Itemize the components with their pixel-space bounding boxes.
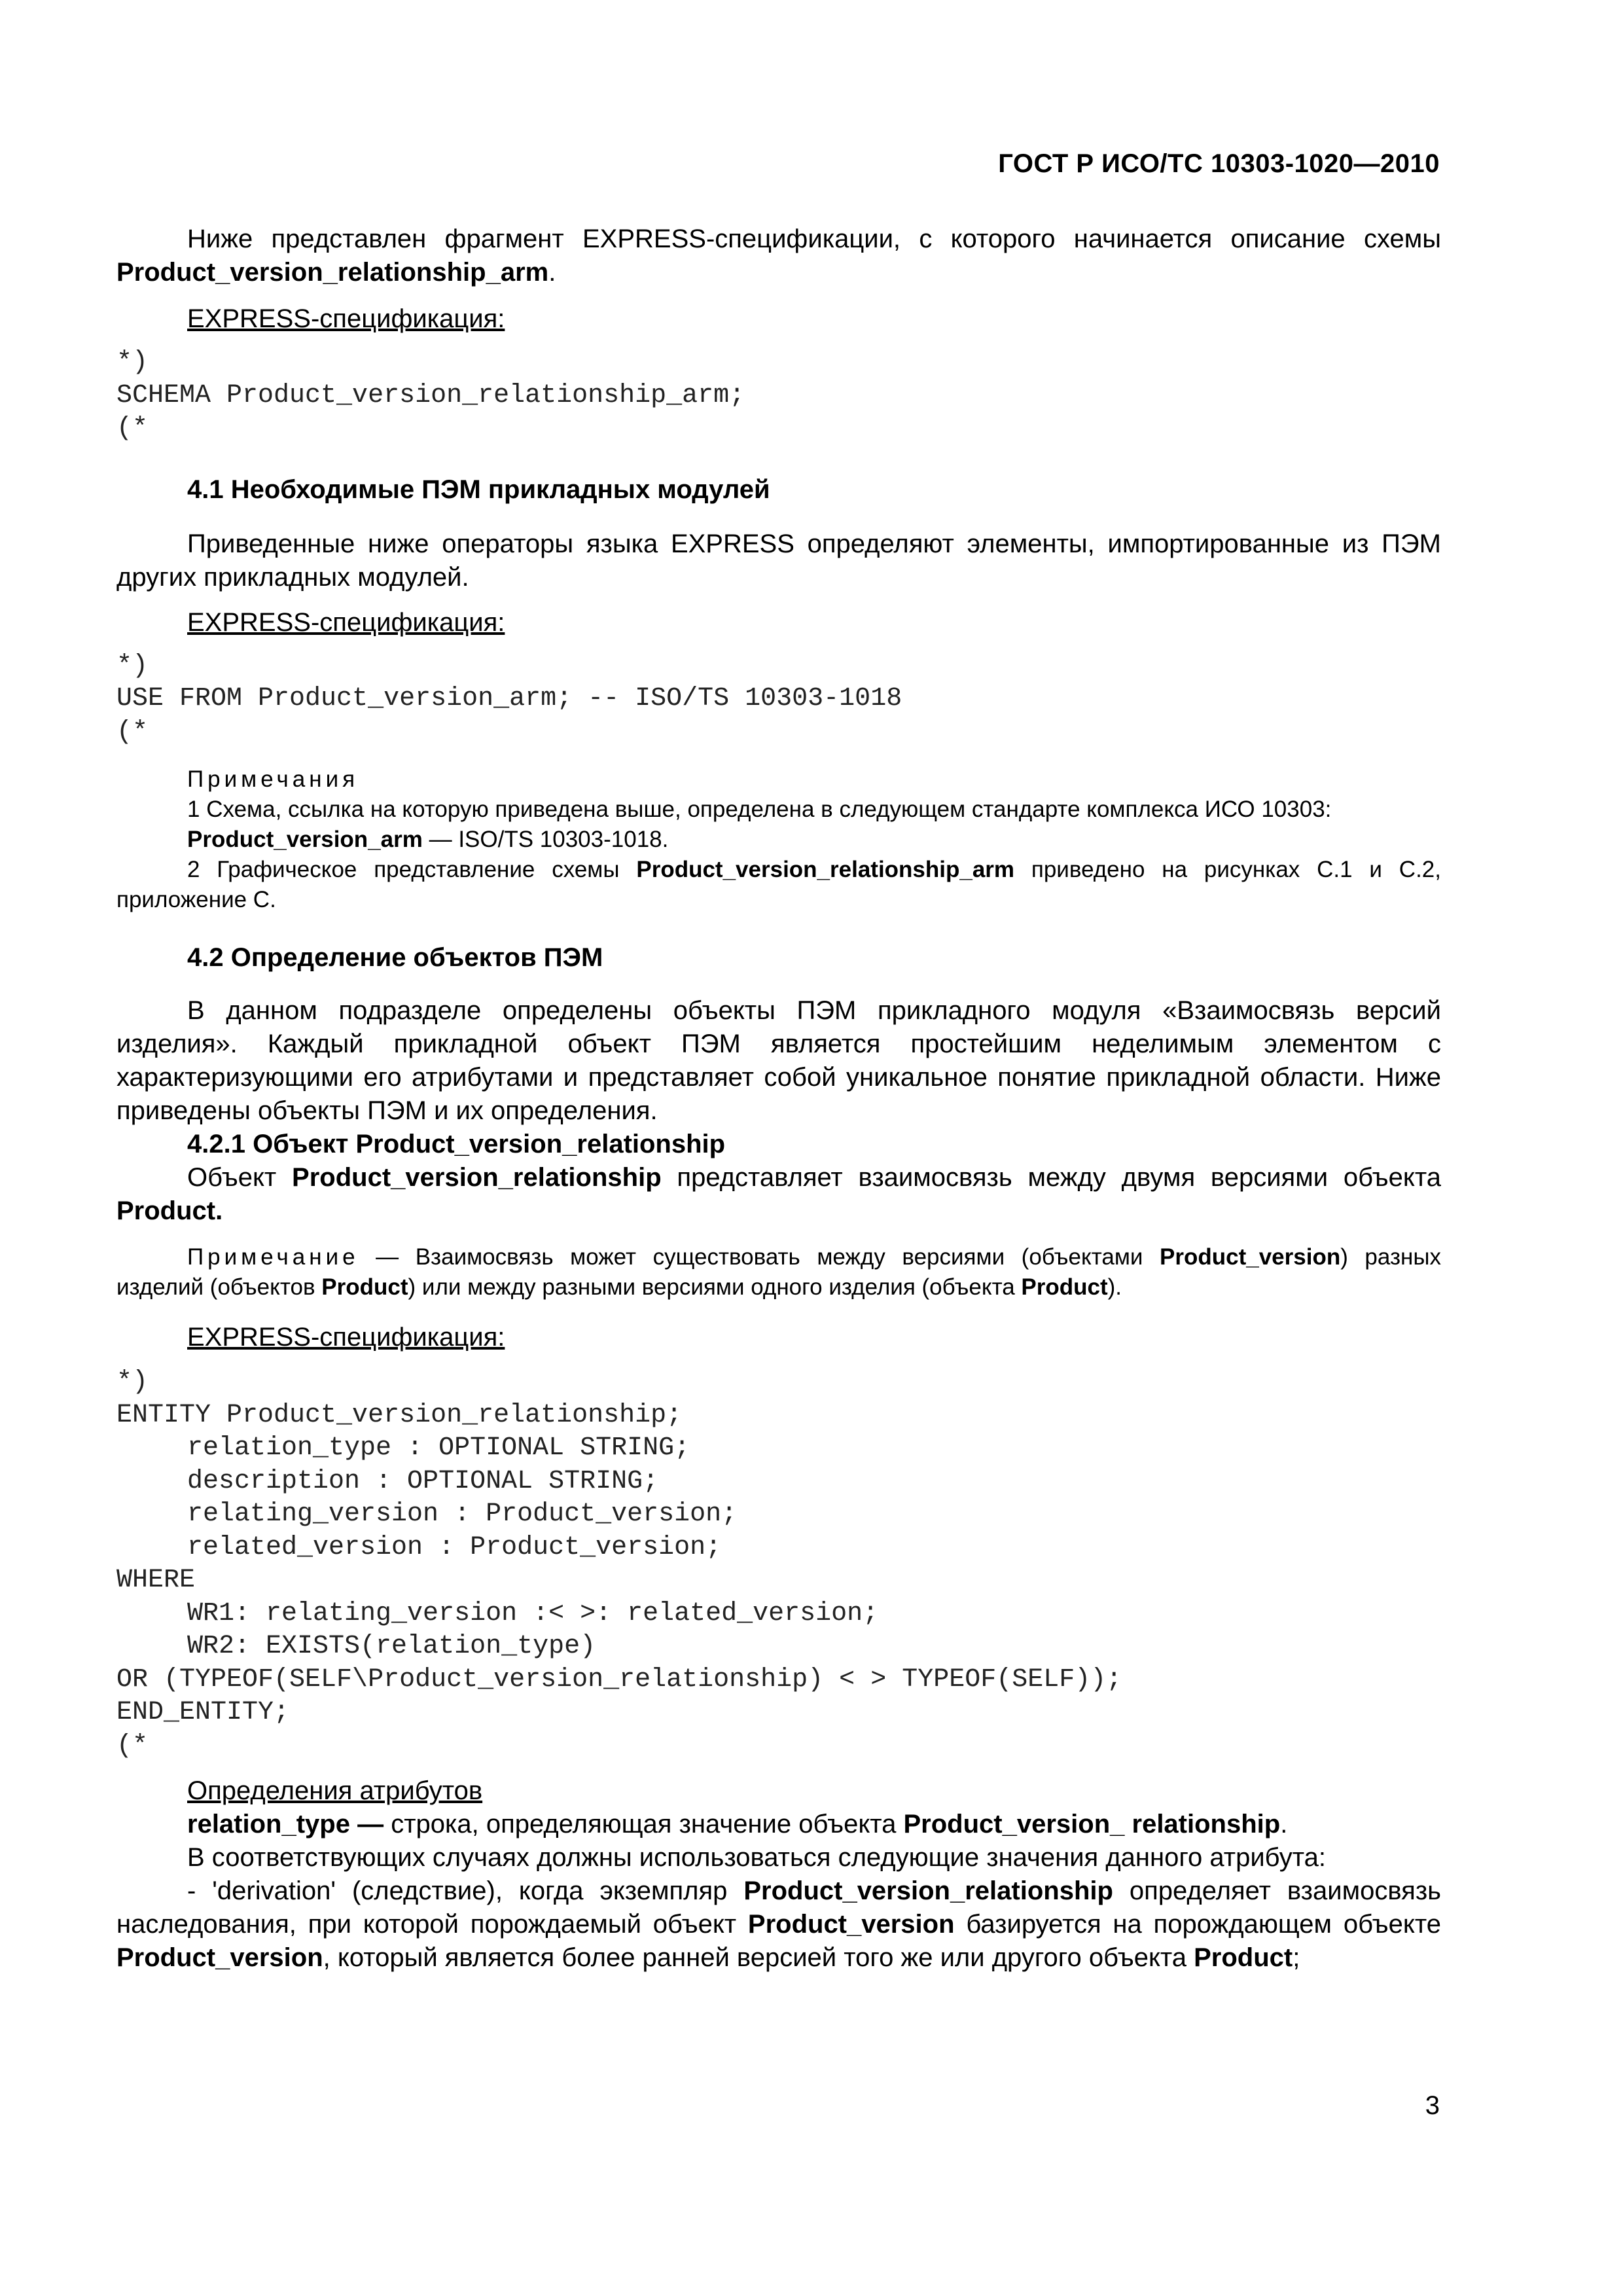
code-line: END_ENTITY; (116, 1698, 290, 1727)
code-line: WR2: EXISTS(relation_type) (187, 1632, 596, 1661)
deriv-text-d: , который является более ранней версией того же или другого объекта (323, 1943, 1194, 1972)
code-line: *) (116, 1367, 149, 1397)
deriv-text-a: - 'derivation' (следствие), когда экземпляр (187, 1876, 744, 1905)
note-bold-3: Product (1021, 1274, 1108, 1300)
notes-title: Примечания (187, 766, 359, 792)
note-text-a: — Взаимосвязь может существовать между версиями (объектами (359, 1244, 1160, 1270)
note-relationship (116, 1242, 1441, 1302)
section-4-2-1-text (116, 1161, 1441, 1228)
code-line: ENTITY Product_version_relationship; (116, 1400, 683, 1430)
code-line: relating_version : Product_version; (187, 1499, 738, 1529)
attributes-title: Определения атрибутов (187, 1776, 483, 1805)
express-label-3: EXPRESS-спецификация: (187, 1323, 505, 1352)
code-block-use-from (116, 650, 1441, 749)
code-block-schema (116, 346, 1441, 446)
note-2-bold: Product_version_relationship_arm (636, 857, 1015, 882)
code-line: (* (116, 717, 149, 747)
attr-derivation (116, 1874, 1441, 1975)
note-1-bold: Product_version_arm (187, 827, 423, 852)
attr-rt-bold: relation_type — (187, 1810, 384, 1839)
intro-text: Ниже представлен фрагмент EXPRESS-спецификации, с которого начинается описание схемы (187, 224, 1441, 253)
note-2-text: 2 Графическое представление схемы (187, 857, 637, 882)
code-line: related_version : Product_version; (187, 1532, 722, 1562)
page-number: 3 (1425, 2091, 1440, 2120)
document-code-header: ГОСТ Р ИСО/ТС 10303-1020—2010 (998, 149, 1440, 178)
code-line: SCHEMA Product_version_relationship_arm; (116, 380, 745, 410)
note-2-tail: приведено на рисунках С.1 и С.2, приложение С. (116, 857, 1441, 912)
code-line: *) (116, 348, 149, 377)
note-text-b: ) разных изделий (объектов (116, 1244, 1441, 1300)
attr-rt-end: . (1280, 1810, 1288, 1839)
note-1 (116, 795, 1441, 855)
code-line: OR (TYPEOF(SELF\Product_version_relationship) < > TYPEOF(SELF)); (116, 1664, 1122, 1695)
section-4-1-text: Приведенные ниже операторы языка EXPRESS определяют элементы, импортированные из ПЭМ других прикладных модулей. (116, 529, 1441, 592)
code-line: (* (116, 1731, 149, 1761)
deriv-bold-1: Product_version_relationship (743, 1876, 1113, 1905)
attr-values-intro: В соответствующих случаях должны использоваться следующие значения данного атрибута: (187, 1843, 1326, 1872)
code-block-entity (116, 1366, 1441, 1763)
s421-text-b: представляет взаимосвязь между двумя версиями объекта (661, 1163, 1441, 1192)
notes-block (116, 764, 1441, 915)
code-line: *) (116, 651, 149, 681)
s421-bold-1: Product_version_relationship (292, 1163, 662, 1192)
s421-bold-2: Product. (116, 1196, 223, 1225)
deriv-bold-4: Product (1194, 1943, 1293, 1972)
schema-name: Product_version_relationship_arm (116, 258, 549, 287)
section-4-2-title: 4.2 Определение объектов ПЭМ (187, 943, 603, 972)
code-line: WR1: relating_version :< >: related_version; (187, 1598, 879, 1628)
code-line: description : OPTIONAL STRING; (187, 1466, 659, 1496)
intro-paragraph (116, 223, 1441, 289)
code-line: (* (116, 414, 149, 443)
attr-relation-type (116, 1808, 1441, 1841)
note-1-tail: — ISO/TS 10303-1018. (422, 827, 669, 852)
deriv-text-b: определяет взаимосвязь наследования, при которой порождаемый объект (116, 1876, 1441, 1939)
note-text-d: ). (1107, 1274, 1122, 1300)
express-label-2: EXPRESS-спецификация: (187, 607, 505, 637)
attr-rt-bold-2: Product_version_ relationship (903, 1810, 1281, 1839)
section-4-1-title: 4.1 Необходимые ПЭМ прикладных модулей (187, 475, 770, 504)
deriv-text-c: базируется на порождающем объекте (954, 1910, 1441, 1939)
express-label-1: EXPRESS-спецификация: (187, 304, 505, 333)
note-bold-2: Product (321, 1274, 408, 1300)
code-line: WHERE (116, 1566, 196, 1595)
note-label: Примечание (187, 1244, 359, 1270)
note-1-text: 1 Схема, ссылка на которую приведена выше, определена в следующем стандарте комплекса ИСО 10303: (187, 797, 1332, 822)
section-4-2-1-title: 4.2.1 Объект Product_version_relationship (187, 1130, 726, 1158)
deriv-text-e: ; (1293, 1943, 1300, 1972)
note-text-c: ) или между разными версиями одного изделия (объекта (408, 1274, 1022, 1300)
page-content (116, 223, 1441, 1975)
deriv-bold-3: Product_version (116, 1943, 323, 1972)
deriv-bold-2: Product_version (747, 1910, 955, 1939)
section-4-2-text: В данном подразделе определены объекты ПЭМ прикладного модуля «Взаимосвязь версий изделия». Каждый прикладной объект ПЭМ является простейшим неделимым элементом с характеризующими его атрибутами и представляет собой уникальное понятие прикладной области. Ниже приведены объекты ПЭМ и их определения. (116, 996, 1441, 1125)
attr-rt-text: строка, определяющая значение объекта (383, 1810, 904, 1839)
code-line: relation_type : OPTIONAL STRING; (187, 1433, 690, 1463)
note-bold-1: Product_version (1160, 1244, 1341, 1270)
s421-text-a: Объект (187, 1163, 293, 1192)
intro-end: . (548, 258, 556, 287)
code-line: USE FROM Product_version_arm; -- ISO/TS 10303-1018 (116, 684, 902, 713)
note-2 (116, 855, 1441, 915)
